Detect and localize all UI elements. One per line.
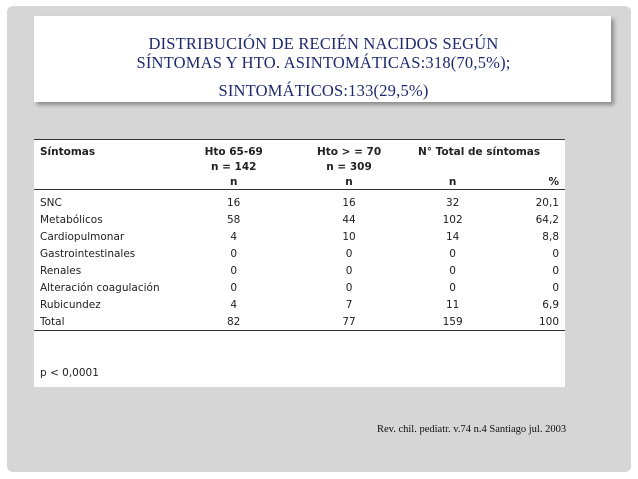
table-row: Renales 0 0 0 0 [40, 264, 559, 277]
table-row: Alteración coagulación 0 0 0 0 [40, 281, 559, 294]
header-symptoms: Síntomas [34, 140, 177, 160]
table-row: Rubicundez 4 7 11 6,9 [40, 298, 559, 311]
header-total-symptoms: N° Total de síntomas [408, 140, 565, 160]
header-pct: % [497, 174, 565, 190]
table-row: Metabólicos 58 44 102 64,2 [40, 213, 559, 226]
table-total-row: Total 82 77 159 100 [34, 313, 565, 331]
table-row: Cardiopulmonar 4 10 14 8,8 [40, 230, 559, 243]
table-row: Gastrointestinales 0 0 0 0 [40, 247, 559, 260]
header-hto-70: Hto > = 70 [290, 140, 408, 160]
table-header-row-2 [34, 159, 565, 174]
table-row: SNC 16 16 32 20,1 [40, 196, 559, 209]
title-box [34, 16, 611, 102]
table-header-row-1 [34, 140, 565, 160]
slide-title [36, 34, 611, 100]
header-n-col1: n [177, 174, 290, 190]
p-value-note: p < 0,0001 [40, 367, 99, 379]
citation: Rev. chil. pediatr. v.74 n.4 Santiago jul. 2003 [377, 424, 567, 435]
title-line-3: SINTOMÁTICOS:133(29,5%) [218, 81, 429, 100]
header-n-col3: n [408, 174, 497, 190]
header-hto-65-69: Hto 65-69 [177, 140, 290, 160]
symptoms-table-image [34, 139, 565, 387]
symptoms-table [34, 139, 565, 331]
header-n-col2: n [290, 174, 408, 190]
title-line-1: DISTRIBUCIÓN DE RECIÉN NACIDOS SEGÚN [148, 34, 499, 53]
header-n-309: n = 309 [326, 160, 372, 173]
title-line-2: SÍNTOMAS Y HTO. ASINTOMÁTICAS:318(70,5%); [136, 53, 511, 72]
table-header-row-3 [34, 174, 565, 190]
header-n-142: n = 142 [210, 160, 257, 173]
